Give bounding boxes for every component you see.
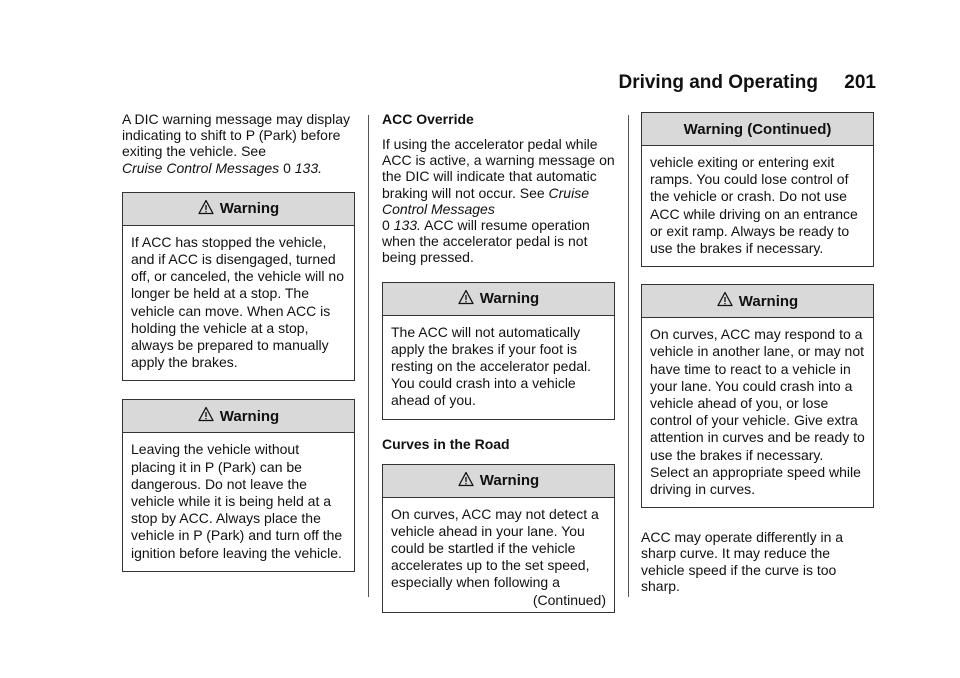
warning-title: Warning (Continued): [683, 120, 832, 138]
warning-title-bar: [123, 193, 354, 226]
ref-page: 133.: [393, 217, 421, 234]
page-number: 201: [844, 72, 876, 93]
override-paragraph: [382, 136, 615, 266]
warning-text: On curves, ACC may not detect a vehicle ahead in your lane. You could be startled if the vehicle accelerates up to the set speed, especially when following a: [391, 505, 599, 591]
warning-box: [122, 399, 355, 571]
override-text-continued: ACC will resume operation when the accelerator pedal is not being pressed.: [382, 217, 590, 266]
curves-heading: Curves in the Road: [382, 435, 510, 452]
warning-triangle-icon: [458, 289, 474, 305]
column-middle: [382, 111, 615, 613]
warning-box: [382, 282, 615, 420]
continued-label: (Continued): [532, 591, 606, 608]
warning-body: If ACC has stopped the vehicle, and if ACC is disengaged, turned off, or canceled, the vehicle will no longer be held at a stop. The vehicle can move. When ACC is holding the vehicle at a stop, always be prepared to manually apply the brakes.: [131, 233, 344, 371]
column-right: [641, 112, 874, 594]
override-text: If using the accelerator pedal while ACC is active, a warning message on the DIC will indicate that automatic braking will not occur. See: [382, 136, 615, 201]
closing-paragraph: ACC may operate differently in a sharp curve. It may reduce the vehicle speed if the curve is too sharp.: [641, 529, 844, 594]
warning-box: [641, 284, 874, 508]
warning-triangle-icon: [198, 406, 214, 422]
warning-body: The ACC will not automatically apply the brakes if your foot is resting on the accelerator pedal. You could crash into a vehicle ahead of you.: [391, 323, 592, 409]
column-left: [122, 111, 355, 572]
warning-body: Leaving the vehicle without placing it in P (Park) can be dangerous. Do not leave the vehicle while it is being held at a stop by ACC. Always place the vehicle in P (Park) and turn off the ignition before leaving the vehicle.: [131, 441, 343, 561]
warning-title-bar: [642, 285, 873, 318]
warning-triangle-icon: [458, 471, 474, 487]
warning-body: [383, 498, 614, 612]
warning-title-bar: [383, 465, 614, 498]
ref-page: 133.: [294, 159, 322, 176]
page-header: [0, 72, 960, 96]
column-divider: [628, 115, 629, 597]
ref-arrow: 0: [382, 217, 390, 234]
warning-body: On curves, ACC may respond to a vehicle in another lane, or may not have time to react to a vehicle in your lane. You could crash into a vehicle ahead of you, or lose control of your vehicle. Give extra attention in curves and be ready to use the brakes if necessary. Select an appropriate speed while driving in curves.: [650, 326, 865, 498]
intro-text: A DIC warning message may display indicating to shift to P (Park) before exiting the vehicle. See: [122, 111, 350, 160]
warning-box: [382, 464, 615, 613]
warning-triangle-icon: [717, 291, 733, 307]
warning-title: Warning: [479, 472, 540, 490]
warning-title-bar: [123, 400, 354, 433]
cross-reference-link[interactable]: Cruise Control Messages: [122, 159, 280, 176]
warning-box: [122, 192, 355, 382]
warning-title-bar: [642, 113, 873, 146]
intro-paragraph: [122, 111, 355, 176]
warning-title-bar: [383, 283, 614, 316]
section-title: Driving and Operating: [618, 72, 818, 93]
warning-body: vehicle exiting or entering exit ramps. You could lose control of the vehicle or crash. Do not use ACC while driving on an entrance or exit ramp. Always be ready to use the brakes if necessary.: [650, 154, 858, 257]
warning-triangle-icon: [198, 199, 214, 215]
cross-reference-link[interactable]: Cruise Control Messages: [382, 184, 589, 217]
ref-arrow: 0: [283, 159, 291, 176]
warning-title: Warning: [219, 407, 280, 425]
warning-box: [641, 112, 874, 267]
acc-override-heading: ACC Override: [382, 111, 474, 127]
warning-title: Warning: [738, 292, 799, 310]
warning-title: Warning: [219, 200, 280, 218]
warning-title: Warning: [479, 290, 540, 308]
column-divider: [368, 115, 369, 597]
